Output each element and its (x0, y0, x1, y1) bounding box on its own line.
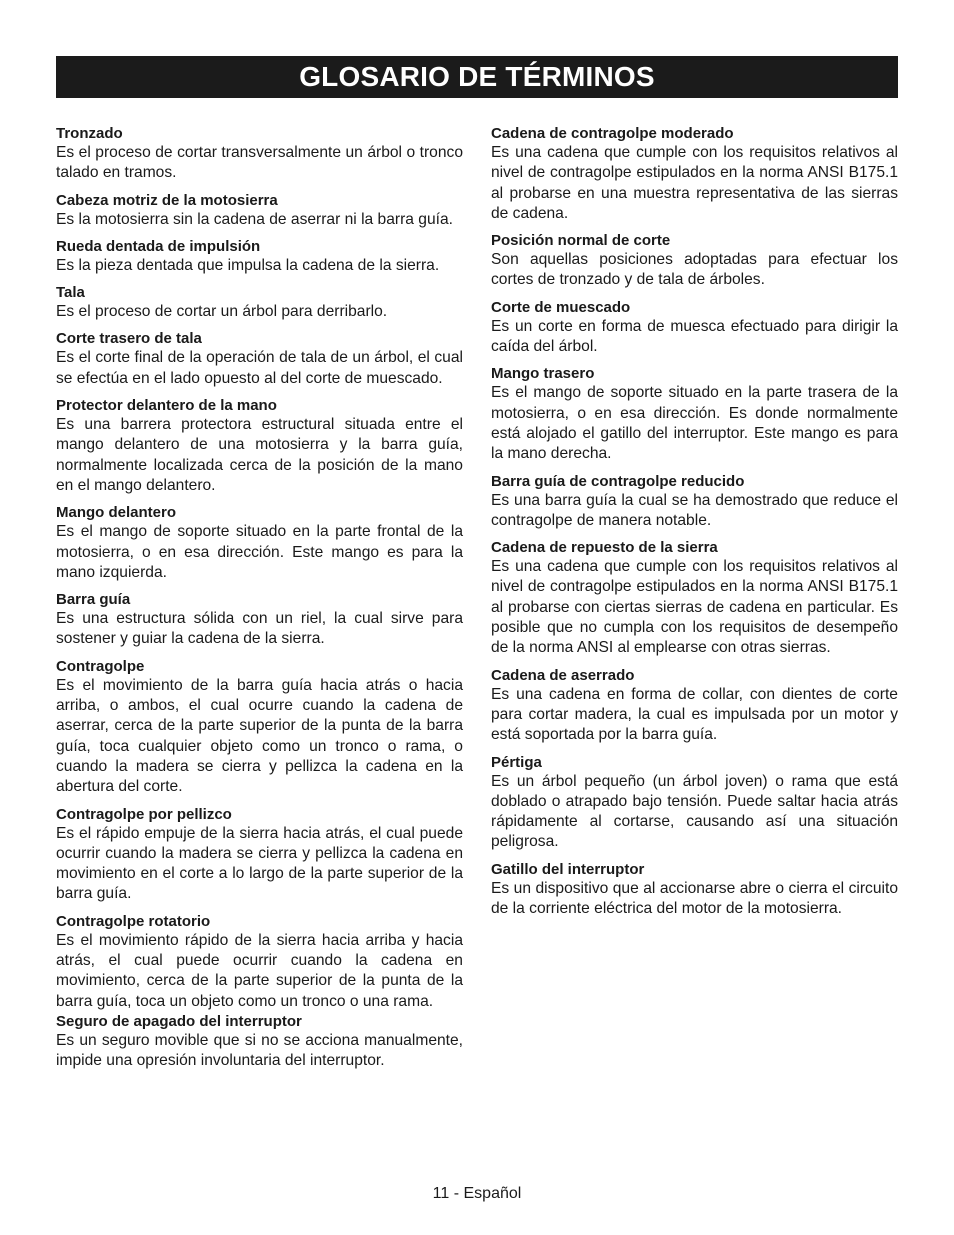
glossary-term: Cadena de repuesto de la sierra (491, 539, 718, 557)
glossary-definition: Es un dispositivo que al accionarse abre o cierra el circuito de la corriente eléctrica del motor de la motosierra. (491, 879, 898, 918)
glossary-definition: Es el proceso de cortar un árbol para derribarlo. (56, 303, 388, 321)
page-number: 11 - Español (432, 1185, 522, 1202)
glossary-entry (56, 396, 463, 496)
glossary-left-column (56, 124, 463, 1079)
glossary-term: Mango trasero (491, 365, 595, 383)
glossary-term: Tala (56, 284, 85, 302)
glossary-entry (56, 590, 463, 650)
glossary-definition: Es el proceso de cortar transversalmente un árbol o tronco talado en tramos. (56, 144, 463, 182)
glossary-entry (56, 124, 463, 184)
glossary-entry (491, 753, 898, 853)
glossary-definition: Es el mango de soporte situado en la parte trasera de la motosierra, o en esa dirección. Es donde normalmente está alojado el gatillo del interruptor. Este mango es para la mano derecha. (491, 384, 898, 463)
glossary-term: Cabeza motriz de la motosierra (56, 191, 278, 209)
glossary-right-column (491, 124, 898, 926)
glossary-term: Corte trasero de tala (56, 330, 202, 348)
title-banner (56, 56, 898, 98)
glossary-entry (491, 364, 898, 464)
glossary-entry (56, 1012, 463, 1072)
glossary-entry (491, 231, 898, 291)
glossary-term: Pértiga (491, 753, 542, 771)
glossary-definition: Es la pieza dentada que impulsa la cadena de la sierra. (56, 256, 440, 274)
glossary-term: Tronzado (56, 125, 123, 142)
glossary-definition: Es una barrera protectora estructural situada entre el mango delantero de una motosierra y la barra guía, normalmente localizada cerca de la posición de la mano en el mango delantero. (56, 416, 463, 494)
glossary-entry (56, 912, 463, 1012)
glossary-entry (56, 503, 463, 583)
glossary-entry (491, 472, 898, 532)
glossary-term: Protector delantero de la mano (56, 397, 277, 415)
glossary-definition: Es una barra guía la cual se ha demostrado que reduce el contragolpe de manera notable. (491, 491, 898, 529)
glossary-entry (56, 283, 463, 322)
glossary-entry (56, 329, 463, 389)
glossary-definition: Es una estructura sólida con un riel, la cual sirve para sostener y guiar la cadena de la sierra. (56, 610, 463, 648)
glossary-definition: Es el movimiento rápido de la sierra hacia arriba y hacia atrás, el cual puede ocurrir cuando la cadena en movimiento, cerca de la parte superior de la punta de la barra guía, toca un objeto como un tronco o una rama. (56, 931, 463, 1010)
glossary-term: Contragolpe por pellizco (56, 805, 232, 823)
glossary-term: Barra guía de contragolpe reducido (491, 472, 745, 490)
glossary-term: Cadena de aserrado (491, 666, 635, 684)
glossary-definition: Es el movimiento de la barra guía hacia atrás o hacia arriba, o ambos, el cual ocurre cuando la cadena de aserrar, cerca de la parte superior de la punta de la barra guía, toca cualquier objeto como un tronco o rama, o cuando la madera se cierra y pellizca la cadena en la abertura del corte. (56, 676, 463, 796)
glossary-term: Rueda dentada de impulsión (56, 237, 261, 255)
glossary-definition: Es una cadena que cumple con los requisitos relativos al nivel de contragolpe estipulados en la norma ANSI B175.1 al probarse en una muestra representativa de las sierras de cadena. (491, 144, 898, 222)
glossary-definition: Es el mango de soporte situado en la parte frontal de la motosierra, o en esa dirección. Este mango es para la mano izquierda. (56, 523, 463, 581)
glossary-term: Barra guía (56, 591, 131, 609)
glossary-definition: Es una cadena que cumple con los requisitos relativos al nivel de contragolpe estipulados en la norma ANSI B175.1 al probarse con ciertas sierras de cadena en particular. Es posible que no cumpla con los requisitos de desempeño de la norma ANSI al emplearse con otras sierras. (491, 558, 898, 657)
glossary-term: Mango delantero (56, 504, 177, 522)
glossary-term: Contragolpe rotatorio (56, 912, 211, 930)
glossary-entry (491, 124, 898, 224)
glossary-entry (56, 805, 463, 905)
glossary-entry (491, 538, 898, 658)
glossary-definition: Es el rápido empuje de la sierra hacia atrás, el cual puede ocurrir cuando la madera se cierra y pellizca la cadena en movimiento en el corte a lo largo de la parte superior de la barra guía. (56, 824, 463, 903)
glossary-definition: Es un corte en forma de muesca efectuado para dirigir la caída del árbol. (491, 317, 898, 356)
glossary-term: Cadena de contragolpe moderado (491, 125, 734, 142)
glossary-term: Posición normal de corte (491, 232, 671, 250)
glossary-term: Seguro de apagado del interruptor (56, 1012, 302, 1030)
glossary-entry (56, 191, 463, 230)
page-title: GLOSARIO DE TÉRMINOS (299, 61, 655, 92)
glossary-definition: Es la motosierra sin la cadena de aserrar ni la barra guía. (56, 210, 453, 228)
glossary-entry (491, 860, 898, 920)
glossary-term: Contragolpe (56, 657, 145, 675)
glossary-definition: Es una cadena en forma de collar, con dientes de corte para cortar madera, la cual es impulsada por un motor y está soportada por la barra guía. (491, 685, 898, 744)
glossary-definition: Es un árbol pequeño (un árbol joven) o rama que está doblado o atrapado bajo tensión. Puede saltar hacia atrás rápidamente al cortarse, causando así una situación peligrosa. (491, 772, 898, 851)
glossary-entry (491, 298, 898, 358)
glossary-entry (56, 237, 463, 276)
glossary-definition: Es el corte final de la operación de tala de un árbol, el cual se efectúa en el lado opuesto al del corte de muescado. (56, 349, 463, 387)
glossary-term: Gatillo del interruptor (491, 860, 645, 878)
glossary-term: Corte de muescado (491, 298, 631, 316)
glossary-entry (56, 657, 463, 798)
glossary-definition: Es un seguro movible que si no se acciona manualmente, impide una opresión involuntaria del interruptor. (56, 1031, 463, 1070)
glossary-definition: Son aquellas posiciones adoptadas para efectuar los cortes de tronzado y de tala de árboles. (491, 251, 898, 289)
glossary-entry (491, 666, 898, 746)
